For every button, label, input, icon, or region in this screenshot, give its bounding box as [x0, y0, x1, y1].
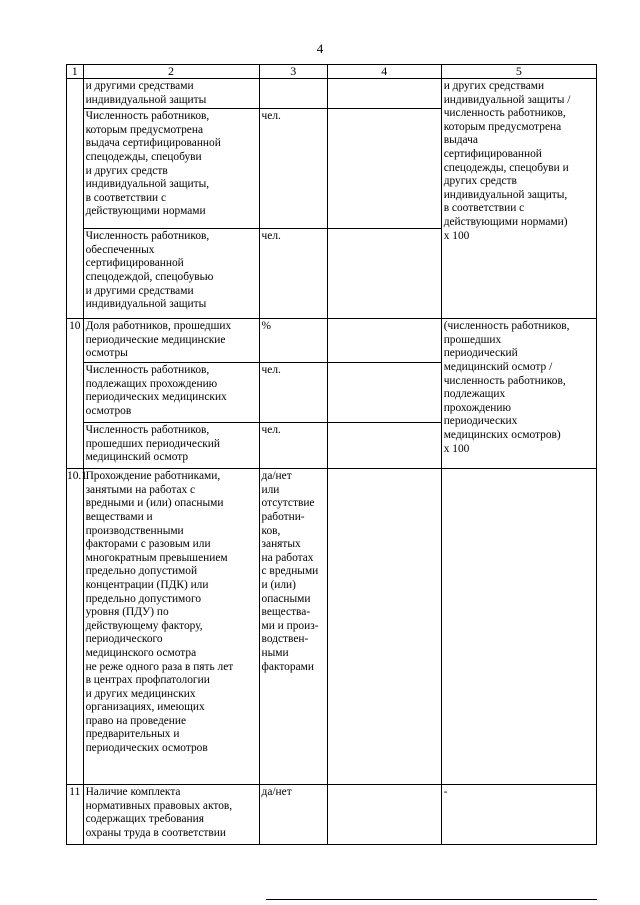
- indicator-cell: Численность работников, подлежащих прохождению периодических медицинских осмотров: [83, 363, 259, 423]
- unit-cell: чел.: [259, 363, 327, 423]
- table-header-row: [67, 65, 597, 79]
- header-col-5: 5: [441, 65, 596, 79]
- header-col-3: 3: [259, 65, 327, 79]
- value-cell: [327, 423, 441, 469]
- value-cell: [327, 363, 441, 423]
- formula-cell: -: [441, 785, 596, 845]
- row-number: 10.1: [67, 469, 84, 785]
- formula-cell: [441, 469, 596, 785]
- value-cell: [327, 229, 441, 319]
- value-cell: [327, 319, 441, 363]
- indicators-table: [66, 64, 597, 845]
- row-number: 10: [67, 319, 84, 469]
- row-number: [67, 79, 84, 319]
- indicator-cell: и другими средствами индивидуальной защиты: [83, 79, 259, 109]
- header-col-4: 4: [327, 65, 441, 79]
- bottom-divider: [266, 899, 597, 900]
- indicator-cell: Численность работников, обеспеченных сертифицированной спецодеждой, спецобувью и другими средствами индивидуальной защиты: [83, 229, 259, 319]
- formula-cell: и других средствами индивидуальной защиты / численность работников, которым предусмотрена выдача сертифицированной спецодежды, спецобуви и других средств индивидуальной защиты, в соответствии с действующими нормами) х 100: [441, 79, 596, 319]
- unit-cell: да/нет или отсутствие работни- ков, занятых на работах с вредными и (или) опасными вещества- ми и произ- водствен- ными факторами: [259, 469, 327, 785]
- header-col-2: 2: [83, 65, 259, 79]
- formula-cell: (численность работников, прошедших периодический медицинский осмотр / численность работников, подлежащих прохождению периодических медицинских осмотров) х 100: [441, 319, 596, 469]
- indicator-cell: Численность работников, прошедших периодический медицинский осмотр: [83, 423, 259, 469]
- value-cell: [327, 79, 441, 109]
- table-row: [67, 785, 597, 845]
- indicator-cell: Прохождение работниками, занятыми на работах с вредными и (или) опасными веществами и производственными факторами с разовым или многократным превышением предельно допустимой концентрации (ПДК) или предельно допустимого уровня (ПДУ) по действующему фактору, периодического медицинского осмотра не реже одного раза в пять лет в центрах профпатологии и других медицинских организациях, имеющих право на проведение предварительных и периодических осмотров: [83, 469, 259, 785]
- indicator-cell: Наличие комплекта нормативных правовых актов, содержащих требования охраны труда в соответствии: [83, 785, 259, 845]
- value-cell: [327, 109, 441, 229]
- table-row: [67, 469, 597, 785]
- table-row: [67, 79, 597, 109]
- indicator-cell: Численность работников, которым предусмотрена выдача сертифицированной спецодежды, спецобуви и других средств индивидуальной защиты, в соответствии с действующими нормами: [83, 109, 259, 229]
- indicator-cell: Доля работников, прошедших периодические медицинские осмотры: [83, 319, 259, 363]
- header-col-1: 1: [67, 65, 84, 79]
- table-row: [67, 319, 597, 363]
- row-number: 11: [67, 785, 84, 845]
- unit-cell: чел.: [259, 109, 327, 229]
- unit-cell: %: [259, 319, 327, 363]
- unit-cell: [259, 79, 327, 109]
- unit-cell: да/нет: [259, 785, 327, 845]
- value-cell: [327, 785, 441, 845]
- page-number: 4: [316, 41, 324, 56]
- unit-cell: чел.: [259, 229, 327, 319]
- unit-cell: чел.: [259, 423, 327, 469]
- value-cell: [327, 469, 441, 785]
